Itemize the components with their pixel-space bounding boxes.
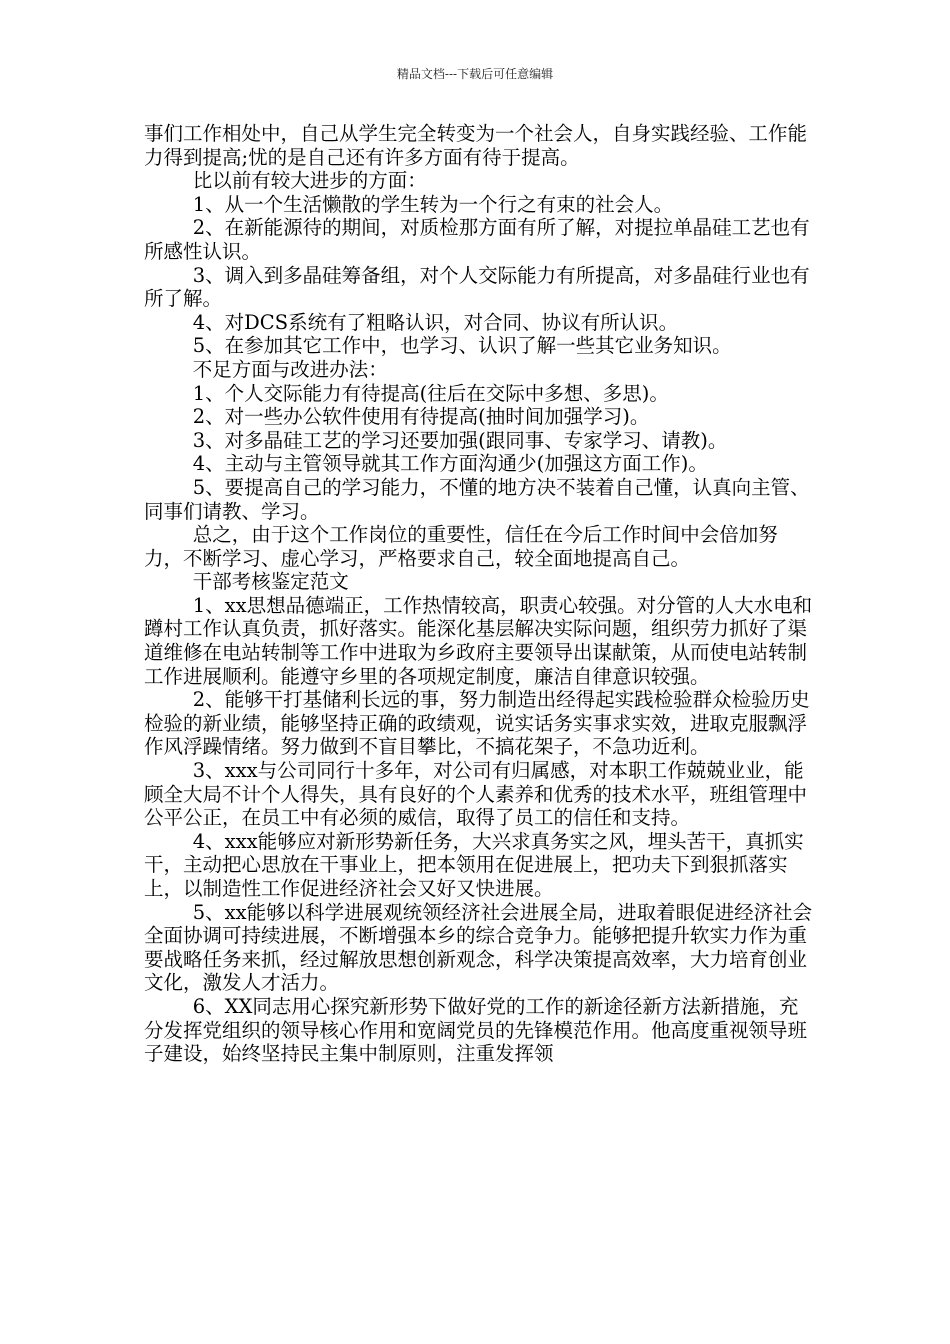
paragraph: 事们工作相处中，自己从学生完全转变为一个社会人，自身实践经验、工作能力得到提高;忧的是自己还有许多方面有待于提高。 xyxy=(144,122,808,169)
list-item: 3、xxx与公司同行十多年，对公司有归属感，对本职工作兢兢业业，能顾全大局不计个人得失，具有良好的个人素养和优秀的技术水平，班组管理中公平公正，在员工中有必须的威信，取得了员工的信任和支持。 xyxy=(144,759,808,830)
list-item: 5、xx能够以科学进展观统领经济社会进展全局，进取着眼促进经济社会全面协调可持续进展，不断增强本乡的综合竞争力。能够把提升软实力作为重要战略任务来抓，经过解放思想创新观念，科学决策提高效率，大力培育创业文化，激发人才活力。 xyxy=(144,900,813,995)
list-item: 6、XX同志用心探究新形势下做好党的工作的新途径新方法新措施，充分发挥党组织的领导核心作用和宽阔党员的先锋模范作用。他高度重视领导班子建设，始终坚持民主集中制原则，注重发挥领 xyxy=(144,994,808,1066)
list-item: 1、xx思想品德端正，工作热情较高，职责心较强。对分管的人大水电和蹲村工作认真负责，抓好落实。能深化基层解决实际问题，组织劳力抓好了渠道维修在电站转制等工作中进取为乡政府主要领导出谋献策，从而使电站转制工作进展顺利。能遵守乡里的各项规定制度，廉洁自律意识较强。 xyxy=(144,593,813,688)
list-item: 5、要提高自己的学习能力，不懂的地方决不装着自己懂，认真向主管、同事们请教、学习。 xyxy=(144,475,810,523)
list-item: 1、从一个生活懒散的学生转为一个行之有束的社会人。 xyxy=(192,192,674,216)
section-heading: 干部考核鉴定范文 xyxy=(192,570,349,594)
list-item: 4、主动与主管领导就其工作方面沟通少(加强这方面工作)。 xyxy=(192,452,708,476)
list-item: 2、在新能源待的期间，对质检那方面有所了解，对提拉单晶硅工艺也有所感性认识。 xyxy=(144,216,810,263)
list-item: 1、个人交际能力有待提高(往后在交际中多想、多思)。 xyxy=(192,381,669,405)
list-item: 2、能够干打基储利长远的事，努力制造出经得起实践检验群众检验历史检验的新业绩，能够坚持正确的政绩观，说实话务实事求实效，进取克服飘浮作风浮躁情绪。努力做到不盲目攀比，不搞花架子，不急功近利。 xyxy=(144,688,810,759)
paragraph: 总之，由于这个工作岗位的重要性，信任在今后工作时间中会倍加努力，不断学习、虚心学习，严格要求自己，较全面地提高自己。 xyxy=(144,523,778,570)
list-item: 2、对一些办公软件使用有待提高(抽时间加强学习)。 xyxy=(192,405,650,429)
paragraph: 比以前有较大进步的方面： xyxy=(192,169,427,193)
document-body xyxy=(144,122,814,1066)
list-item: 3、对多晶硅工艺的学习还要加强(跟同事、专家学习、请教)。 xyxy=(192,428,728,452)
list-item: 4、xxx能够应对新形势新任务，大兴求真务实之风，埋头苦干，真抓实干，主动把心思放在干事业上，把本领用在促进展上，把功夫下到狠抓落实上，以制造性工作促进经济社会又好又快进展。 xyxy=(144,829,804,900)
list-item: 4、对DCS系统有了粗略认识，对合同、协议有所认识。 xyxy=(192,310,679,334)
list-item: 3、调入到多晶硅筹备组，对个人交际能力有所提高，对多晶硅行业也有所了解。 xyxy=(144,263,810,311)
list-item: 5、在参加其它工作中，也学习、认识了解一些其它业务知识。 xyxy=(192,334,732,358)
paragraph: 不足方面与改进办法： xyxy=(192,357,388,381)
page-header: 精品文档---下载后可任意编辑 xyxy=(396,67,554,81)
